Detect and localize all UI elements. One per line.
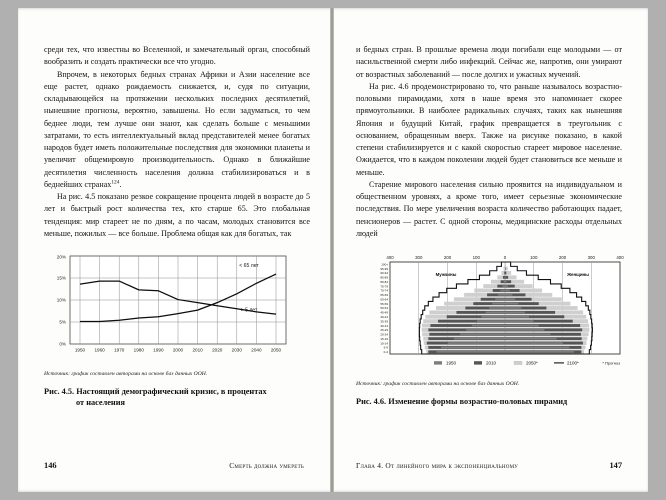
- pyramid-bar-1950-female: [505, 281, 506, 283]
- pyramid-bar-1950-female: [505, 312, 525, 314]
- paragraph: среди тех, что известны во Вселенной, и замечательный орган, способный вообразить и создать практически все что угодно.: [44, 45, 310, 67]
- paragraph: и бедных стран. В прошлые времена люди погибали еще молодыми — от насильственной смерти либо инфекций. Сейчас же, напротив, они умирают от возрастных заболеваний — после долгих и ужасных мучений.: [356, 45, 622, 79]
- y-tick-label: 5%: [59, 319, 66, 325]
- y-tick-label: 10%: [56, 297, 66, 303]
- x-tick-label: 0: [503, 255, 507, 260]
- paragraph-text: Впрочем, в некоторых бедных странах Африки и Азии население все еще растет, однако рождаемость снижается, и, судя по ситуации, складывающейся на протяжении нескольких последних десятилетий, нынешние прогнозы, вероятно, завышены. Но если задуматься, то чем беднее люди, тем лучше они знают, как сделать больше с меньшими затратами, то есть интеллектуальный вклад представителей менее богатых народов будет иметь положительные последствия для экономики планеты и увеличит общемировую производительность. Однако в ближайшие десятилетия численность населения должна стабилизироваться и в беднейших странах: [44, 69, 310, 189]
- pyramid-bar-1950-male: [500, 290, 505, 292]
- age-group-label: 85-89: [380, 275, 388, 280]
- pyramid-bar-1950-female: [505, 320, 534, 322]
- figure-caption: [356, 396, 622, 407]
- pyramid-bar-2010-female: [505, 267, 506, 270]
- age-group-label: 95-99: [380, 266, 388, 271]
- age-group-label: 10-14: [380, 341, 388, 346]
- x-tick-label: 1970: [114, 347, 125, 353]
- age-group-label: 25-29: [380, 328, 388, 333]
- pyramid-bar-1950-male: [477, 320, 505, 322]
- age-group-label: 50-54: [380, 306, 388, 311]
- age-group-label: 35-39: [380, 319, 388, 324]
- figure-caption-main: Рис. 4.5. Настоящий демографический кризис, в процентах: [44, 387, 267, 396]
- pyramid-bar-1950-male: [486, 312, 505, 314]
- age-group-label: 75-79: [380, 284, 388, 289]
- pyramid-bar-1950-male: [437, 351, 505, 353]
- pyramid-bar-1950-female: [505, 333, 550, 335]
- figure-source-note: Источник: график составлен авторами на основе баз данных ООН.: [356, 381, 520, 387]
- x-tick-label: 400: [616, 255, 624, 260]
- pyramid-bar-1950-male: [481, 316, 505, 318]
- paragraph: Впрочем, в некоторых бедных странах Африки и Азии население все еще растет, однако рождаемость снижается, и, судя по ситуации, складывающейся на протяжении нескольких последних десятилетий, нынешние прогнозы, вероятно, завышены. Но если задуматься, то чем беднее люди, тем лучше они знают, как сделать больше с меньшими затратами, то есть интеллектуальный вклад представителей менее богатых народов будет иметь положительные последствия для экономики планеты и увеличит общемировую производительность. Однако в ближайшие десятилетия численность населения должна стабилизироваться и в беднейших странах$^{124}$.: [44, 69, 310, 189]
- pyramid-age-labels: [380, 262, 388, 354]
- pyramid-bar-1950-male: [504, 276, 505, 278]
- age-group-label: 30-34: [380, 323, 388, 328]
- x-tick-label: 200: [443, 255, 452, 260]
- legend-label-2100: 2100*: [567, 360, 579, 366]
- figure-source-note: Источник: график составлен авторами на основе баз данных ООН.: [44, 371, 208, 377]
- legend-forecast-note: * Прогноз: [602, 360, 620, 366]
- y-tick-label: 15%: [56, 275, 66, 281]
- pyramid-x-tick-labels: [386, 255, 624, 260]
- pyramid-bar-1950-female: [505, 338, 557, 340]
- label-males: Мужчины: [435, 272, 457, 277]
- pyramid-bar-2010-female: [505, 272, 506, 275]
- running-head: Смерть должна умереть: [229, 461, 304, 470]
- age-group-label: 0-4: [383, 350, 388, 355]
- pyramid-bar-2010-male: [504, 272, 505, 275]
- pyramid-bar-1950-female: [505, 298, 515, 300]
- figure-caption: [44, 386, 310, 408]
- x-tick-label: 2000: [172, 347, 184, 353]
- paragraph: На рис. 4.6 продемонстрировано то, что раньше называлось возрастно-половыми пирамидами, хотя в наше время это напоминает скорее прямоугольники. В наиболее радикальных случаях, таких как нынешняя Япония и будущий Китай, график превращается в треугольник с основанием, обращенным вверх. Также на рисунке показано, в какой степени стабилизируется и с какой скоростью стареет мировое население. Ожидается, что в каждом поколении людей будет становиться все меньше и меньше.: [356, 81, 622, 177]
- pyramid-bar-1950-male: [448, 342, 505, 344]
- pyramid-bar-2050-male: [504, 262, 505, 266]
- x-tick-label: 2020: [212, 347, 223, 353]
- pyramid-bar-1950-male: [441, 347, 505, 349]
- paragraph: Старение мирового населения сильно проявится на индивидуальном и общественном уровнях, а кроме того, имеет серьезные экономические последствия. По мере увеличения возраста количество работающих падает, пенсионеров — растет. С одной стороны, медицинские расходы отдельных людей: [356, 179, 622, 238]
- x-tick-label: 2040: [251, 347, 262, 353]
- pyramid-bar-1950-male: [466, 329, 505, 331]
- series-label-over-65: < 65 лет: [239, 263, 259, 269]
- running-foot-left: [44, 461, 310, 470]
- pyramid-bar-1950-female: [505, 329, 544, 331]
- y-tick-label: 0%: [59, 341, 66, 347]
- pyramid-bar-1950-male: [492, 303, 505, 305]
- page-number: 147: [609, 461, 622, 470]
- legend-swatch-1950: [434, 361, 442, 364]
- pyramid-bar-1950-male: [489, 307, 505, 309]
- x-tick-label: 1980: [133, 347, 144, 353]
- x-tick-label: 200: [558, 255, 567, 260]
- age-group-label: 65-69: [380, 293, 388, 298]
- page-number: 146: [44, 461, 57, 470]
- x-tick-label: 100: [530, 255, 538, 260]
- x-tick-label: 100: [472, 255, 480, 260]
- age-group-label: 5-9: [383, 345, 388, 350]
- pyramid-bar-1950-male: [454, 338, 505, 340]
- pyramid-bar-1950-male: [472, 325, 505, 327]
- pyramid-bar-1950-male: [498, 294, 505, 296]
- age-group-label: 70-74: [380, 288, 388, 293]
- pyramid-bar-1950-female: [505, 325, 539, 327]
- pyramid-bar-1950-female: [505, 316, 529, 318]
- x-tick-label: 2010: [192, 347, 203, 353]
- x-tick-label: 300: [587, 255, 595, 260]
- figure-caption-main: Рис. 4.6. Изменение формы возрастно-половых пирамид: [356, 397, 568, 406]
- age-group-label: 60-64: [380, 297, 388, 302]
- footnote-marker: 124: [111, 179, 120, 186]
- pyramid-bar-1950-female: [505, 285, 508, 287]
- x-tick-label: 300: [415, 255, 423, 260]
- label-females: Женщины: [567, 272, 589, 277]
- age-group-label: 100+: [381, 262, 388, 267]
- population-pyramid-chart: [356, 250, 632, 378]
- age-group-label: 90-94: [380, 271, 388, 276]
- age-group-label: 45-49: [380, 310, 388, 315]
- pyramid-bar-2050-female: [505, 262, 506, 266]
- y-axis-tick-labels: [57, 254, 66, 346]
- x-tick-label: 1990: [153, 347, 164, 353]
- x-tick-label: 2030: [231, 347, 242, 353]
- age-group-label: 40-44: [380, 314, 388, 319]
- x-axis-tick-labels: [75, 348, 282, 353]
- pyramid-bar-1950-male: [495, 298, 505, 300]
- figure-caption-continuation: от населения: [76, 398, 125, 407]
- running-head: Глава 4. От линейного мира к экспоненциальному: [356, 461, 519, 470]
- book-gutter: [330, 8, 334, 492]
- x-tick-label: 1950: [74, 347, 86, 353]
- pyramid-legend: [434, 361, 620, 366]
- pyramid-bar-1950-female: [505, 307, 521, 309]
- running-foot-right: [356, 461, 622, 470]
- pyramid-bar-1950-female: [505, 294, 512, 296]
- pyramid-bar-1950-female: [505, 351, 574, 353]
- legend-label-2010: 2010: [486, 360, 497, 366]
- x-tick-label: 2050: [270, 347, 282, 353]
- age-group-label: 15-19: [380, 336, 388, 341]
- line-chart-demographic-crisis: [44, 250, 310, 368]
- pyramid-bar-1950-female: [505, 303, 518, 305]
- age-group-label: 55-59: [380, 301, 388, 306]
- age-group-label: 80-84: [380, 279, 388, 284]
- pyramid-bar-2050-male: [503, 267, 505, 271]
- pyramid-bar-1950-male: [460, 333, 505, 335]
- legend-label-2050: 2050*: [526, 360, 538, 366]
- legend-label-1950: 1950: [446, 360, 457, 366]
- age-group-label: 20-24: [380, 332, 388, 337]
- paragraph: На рис. 4.5 показано резкое сокращение процента людей в возрасте до 5 лет и быстрый рост количества тех, кто старше 65. Это глобальная тенденция: мир стареет не по дням, а по часам, молодых становится все меньше, пожилых — все больше. Проблема общая как для богатых, так: [44, 192, 310, 238]
- x-tick-label: 1960: [94, 347, 105, 353]
- right-body-text: [356, 44, 622, 240]
- pyramid-bar-1950-female: [505, 290, 510, 292]
- figure-4-5: [44, 250, 310, 408]
- pyramid-bar-1950-female: [505, 276, 506, 278]
- series-label-under-5: > 5 лет: [240, 307, 258, 314]
- page-left: [18, 8, 336, 492]
- page-right: [330, 8, 648, 492]
- legend-swatch-2010: [474, 361, 482, 364]
- pyramid-bar-1950-male: [504, 281, 505, 283]
- left-body-text: [44, 44, 310, 240]
- pyramid-bar-1950-male: [502, 285, 505, 287]
- pyramid-bar-1950-female: [505, 342, 563, 344]
- pyramid-bar-1950-female: [505, 347, 569, 349]
- legend-swatch-2050: [514, 361, 522, 364]
- x-tick-label: 400: [386, 255, 394, 260]
- figure-4-6: [356, 250, 622, 407]
- y-tick-label: 20%: [56, 254, 66, 260]
